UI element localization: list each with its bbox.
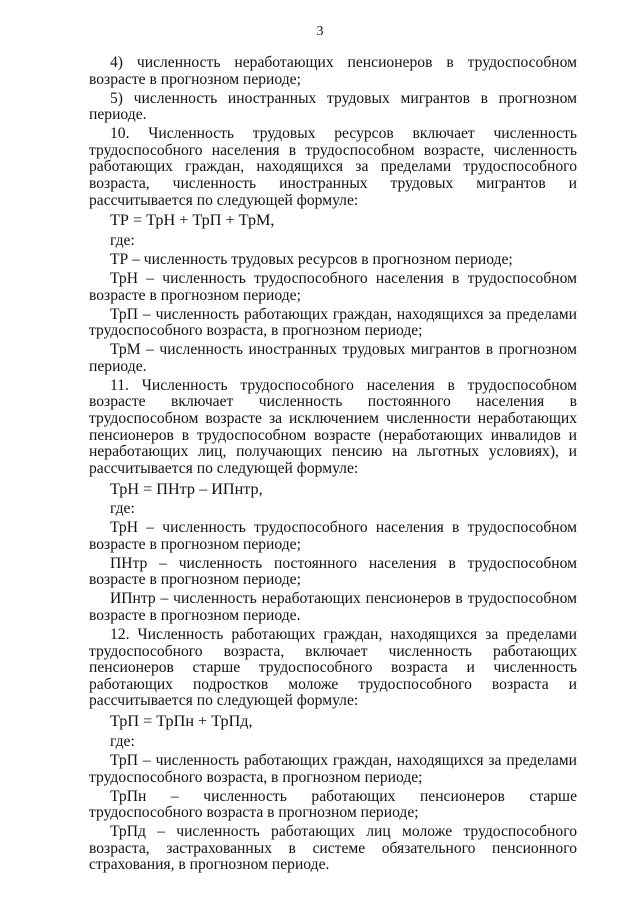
definition-trp: ТрП – численность работающих граждан, находящихся за пределами трудоспособного возраста, в прогнозном периоде; [89, 305, 577, 340]
where-label-11: где: [110, 500, 135, 518]
list-item-5: 5) численность иностранных трудовых мигрантов в прогнозном периоде. [89, 89, 577, 124]
section-10-paragraph: 10. Численность трудовых ресурсов включает численность трудоспособного населения в трудоспособном возрасте, численность работающих граждан, находящихся за пределами трудоспособного возраста, численность иностранных трудовых мигрантов и рассчитывается по следующей формуле: [89, 125, 577, 209]
formula-10: ТР = ТрН + ТрП + ТрМ, [110, 211, 275, 230]
definition-tr: ТР – численность трудовых ресурсов в прогнозном периоде; [110, 251, 513, 269]
formula-12: ТрП = ТрПн + ТрПд, [110, 712, 253, 731]
list-item-4: 4) численность неработающих пенсионеров в трудоспособном возрасте в прогнозном периоде; [89, 54, 577, 88]
definition-trn-2: ТрН – численность трудоспособного населения в трудоспособном возрасте в прогнозном периоде; [89, 519, 577, 553]
where-label-10: где: [110, 232, 135, 250]
section-11-paragraph: 11. Численность трудоспособного населения в трудоспособном возрасте включает численность постоянного населения в трудоспособном возрасте за исключением численности неработающих пенсионеров в трудоспособном возрасте (неработающих инвалидов и неработающих лиц, получающих пенсию на льготных условиях), и рассчитывается по следующей формуле: [89, 376, 577, 477]
definition-trpn: ТрПн – численность работающих пенсионеров старше трудоспособного возраста в прогнозном периоде; [89, 787, 577, 822]
definition-trpd: ТрПд – численность работающих лиц моложе трудоспособного возраста, застрахованных в системе обязательного пенсионного страхования, в прогнозном периоде. [89, 823, 577, 874]
definition-trm: ТрМ – численность иностранных трудовых мигрантов в прогнозном периоде. [89, 341, 577, 375]
formula-11: ТрН = ПНтр – ИПнтр, [110, 479, 263, 498]
definition-ipntr: ИПнтр – численность неработающих пенсионеров в трудоспособном возрасте в прогнозном периоде. [89, 590, 577, 625]
definition-trn: ТрН – численность трудоспособного населения в трудоспособном возрасте в прогнозном периоде; [89, 270, 577, 304]
page-content [89, 55, 577, 874]
where-label-12: где: [110, 732, 135, 750]
section-12-paragraph: 12. Численность работающих граждан, находящихся за пределами трудоспособного возраста, включает численность работающих пенсионеров старше трудоспособного возраста и численность работающих подростков моложе трудоспособного возраста и рассчитывается по следующей формуле: [89, 626, 577, 710]
page-number: 3 [316, 24, 324, 39]
definition-pntr: ПНтр – численность постоянного населения в трудоспособном возрасте в прогнозном периоде; [89, 554, 577, 589]
definition-trp-2: ТрП – численность работающих граждан, находящихся за пределами трудоспособного возраста, в прогнозном периоде; [89, 751, 577, 786]
